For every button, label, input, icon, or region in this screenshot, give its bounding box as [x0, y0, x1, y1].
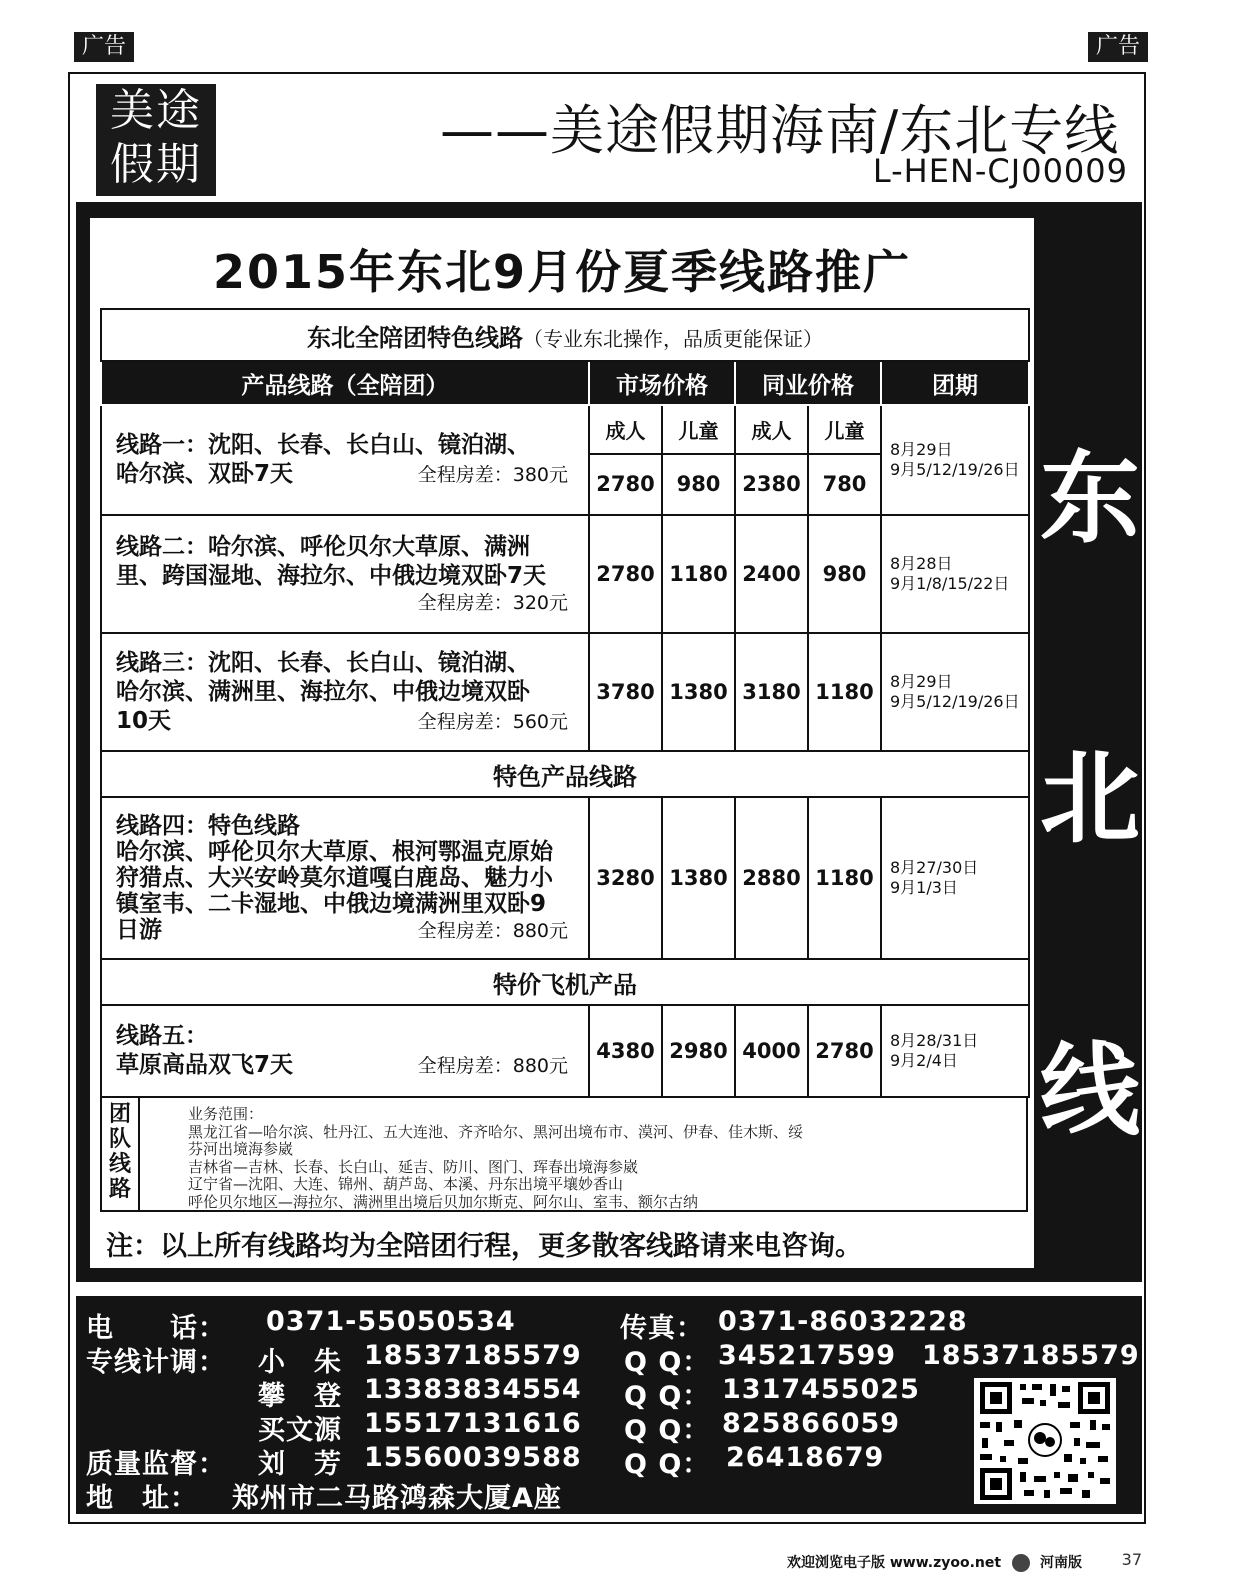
- routes-table: [100, 308, 1030, 1098]
- route-5-trade-child: 2780: [808, 1005, 881, 1097]
- route-2: 线路二：哈尔滨、呼伦贝尔大草原、满洲 里、跨国湿地、海拉尔、中俄边境双卧7天 全程房差：320元: [101, 515, 589, 633]
- address-label: 地 址：: [86, 1483, 198, 1514]
- route-3-market-child: 1380: [662, 633, 735, 751]
- staff-2-name: 攀 登: [258, 1381, 342, 1412]
- route-5-diff: 880元: [512, 1055, 568, 1077]
- page-number: 37: [1121, 1550, 1142, 1569]
- address: 郑州市二马路鸿森大厦A座: [232, 1483, 562, 1514]
- route-5-market-child: 2980: [662, 1005, 735, 1097]
- section-flight-products: 特价飞机产品: [101, 959, 1029, 1005]
- route-5: 线路五： 草原高品双飞7天 全程房差：880元: [101, 1005, 589, 1097]
- route-3-trade-child: 1180: [808, 633, 881, 751]
- staff-1-name: 小 朱: [258, 1347, 342, 1378]
- quality-phone: 15560039588: [364, 1442, 582, 1473]
- ad-tag-left: 广告: [74, 32, 134, 62]
- route-2-market-adult: 2780: [589, 515, 662, 633]
- qq-label: Q Q：: [624, 1381, 711, 1412]
- quality-label: 质量监督：: [86, 1449, 226, 1480]
- route-4-dates: 8月27/30日 9月1/3日: [881, 797, 1029, 959]
- logo-line-2: 假期: [110, 139, 202, 190]
- staff-3-phone: 15517131616: [364, 1408, 582, 1439]
- route-1-trade-child: 780: [808, 454, 881, 515]
- brand-logo: [96, 84, 216, 196]
- route-4-trade-adult: 2880: [735, 797, 808, 959]
- table-subtitle: 东北全陪团特色线路（专业东北操作，品质更能保证）: [101, 309, 1029, 361]
- sub-header-child: 儿童: [808, 405, 881, 454]
- phone-label: 电 话：: [86, 1313, 226, 1344]
- qq-4: 26418679: [726, 1442, 885, 1473]
- route-3-market-adult: 3780: [589, 633, 662, 751]
- route-2-market-child: 1180: [662, 515, 735, 633]
- route-4-market-adult: 3280: [589, 797, 662, 959]
- qq-label: Q Q：: [624, 1415, 711, 1446]
- qq-label: Q Q：: [624, 1347, 711, 1378]
- contact-block: [76, 1296, 1142, 1514]
- route-1-dates: 8月29日 9月5/12/19/26日: [881, 405, 1029, 515]
- edition-label: 河南版: [1040, 1555, 1082, 1571]
- scope-text: 业务范围： 黑龙江省—哈尔滨、牡丹江、五大连池、齐齐哈尔、黑河出境布市、漠河、伊春、佳木斯、绥 芬河出境海参崴 吉林省—吉林、长春、长白山、延吉、防川、图门、珲春出境海参崴 辽宁省—沈阳、大连、锦州、葫芦岛、本溪、丹东出境平壤妙香山 呼伦贝尔地区—海拉尔、满洲里出境后贝加尔斯克、阿尔山、室韦、额尔古纳: [188, 1105, 804, 1211]
- route-4-diff: 880元: [512, 920, 568, 942]
- qq-extra: 18537185579: [922, 1340, 1140, 1371]
- fax-label: 传真：: [620, 1313, 704, 1344]
- route-5-market-adult: 4380: [589, 1005, 662, 1097]
- hotline-label: 专线计调：: [86, 1347, 226, 1378]
- quality-name: 刘 芳: [258, 1449, 342, 1480]
- route-1-trade-adult: 2380: [735, 454, 808, 515]
- footnote: 注：以上所有线路均为全陪团行程，更多散客线路请来电咨询。: [106, 1231, 862, 1262]
- headline: ——美途假期海南/东北专线: [440, 99, 1120, 162]
- header-product: 产品线路（全陪团）: [101, 361, 589, 405]
- route-5-trade-adult: 4000: [735, 1005, 808, 1097]
- route-3-diff: 560元: [512, 710, 568, 733]
- qq-2: 1317455025: [722, 1374, 920, 1405]
- route-4-trade-child: 1180: [808, 797, 881, 959]
- route-2-diff: 320元: [512, 592, 568, 614]
- route-3: 线路三：沈阳、长春、长白山、镜泊湖、 哈尔滨、满洲里、海拉尔、中俄边境双卧 10天 全程房差：560元: [101, 633, 589, 751]
- ad-tag-right: 广告: [1088, 32, 1148, 62]
- edition-icon: [1012, 1554, 1030, 1572]
- subtitle-note: （专业东北操作，品质更能保证）: [523, 326, 824, 351]
- route-2-trade-child: 980: [808, 515, 881, 633]
- header-trade-price: 同业价格: [735, 361, 881, 405]
- route-1-market-adult: 2780: [589, 454, 662, 515]
- license-number: L-HEN-CJ00009: [872, 152, 1128, 190]
- logo-line-1: 美途: [110, 85, 202, 136]
- qq-1: 345217599: [718, 1340, 897, 1371]
- route-3-trade-adult: 3180: [735, 633, 808, 751]
- route-1-diff: 380元: [512, 464, 568, 486]
- fax-number: 0371-86032228: [718, 1306, 968, 1337]
- staff-1-phone: 18537185579: [364, 1340, 582, 1371]
- route-1: 线路一：沈阳、长春、长白山、镜泊湖、 哈尔滨、双卧7天 全程房差：380元: [101, 405, 589, 515]
- footer-text: 欢迎浏览电子版 www.zyoo.net 河南版: [787, 1555, 1082, 1571]
- qq-label: Q Q：: [624, 1449, 711, 1480]
- side-banner-char-2: 北: [1040, 740, 1140, 857]
- sub-header-adult: 成人: [589, 405, 662, 454]
- scope-label: 团队线路: [102, 1098, 140, 1210]
- route-4-market-child: 1380: [662, 797, 735, 959]
- route-3-dates: 8月29日 9月5/12/19/26日: [881, 633, 1029, 751]
- side-banner-char-3: 线: [1040, 1032, 1140, 1149]
- route-2-trade-adult: 2400: [735, 515, 808, 633]
- qq-3: 825866059: [722, 1408, 901, 1439]
- staff-3-name: 买文源: [258, 1415, 342, 1446]
- route-4: 线路四：特色线路 哈尔滨、呼伦贝尔大草原、根河鄂温克原始 狩猎点、大兴安岭莫尔道嘎白鹿岛、魅力小 镇室韦、二卡湿地、中俄边境满洲里双卧9 日游 全程房差：880元: [101, 797, 589, 959]
- section-special-routes: 特色产品线路: [101, 751, 1029, 797]
- phone-number: 0371-55050534: [266, 1306, 516, 1337]
- route-2-dates: 8月28日 9月1/8/15/22日: [881, 515, 1029, 633]
- header-dates: 团期: [881, 361, 1029, 405]
- header-market-price: 市场价格: [589, 361, 735, 405]
- side-banner-char-1: 东: [1040, 440, 1140, 557]
- sub-header-child: 儿童: [662, 405, 735, 454]
- route-5-dates: 8月28/31日 9月2/4日: [881, 1005, 1029, 1097]
- page-title: 2015年东北9月份夏季线路推广: [212, 245, 912, 299]
- business-scope: [100, 1096, 1028, 1212]
- route-1-market-child: 980: [662, 454, 735, 515]
- qr-code-icon: [974, 1378, 1116, 1504]
- staff-2-phone: 13383834554: [364, 1374, 582, 1405]
- sub-header-adult: 成人: [735, 405, 808, 454]
